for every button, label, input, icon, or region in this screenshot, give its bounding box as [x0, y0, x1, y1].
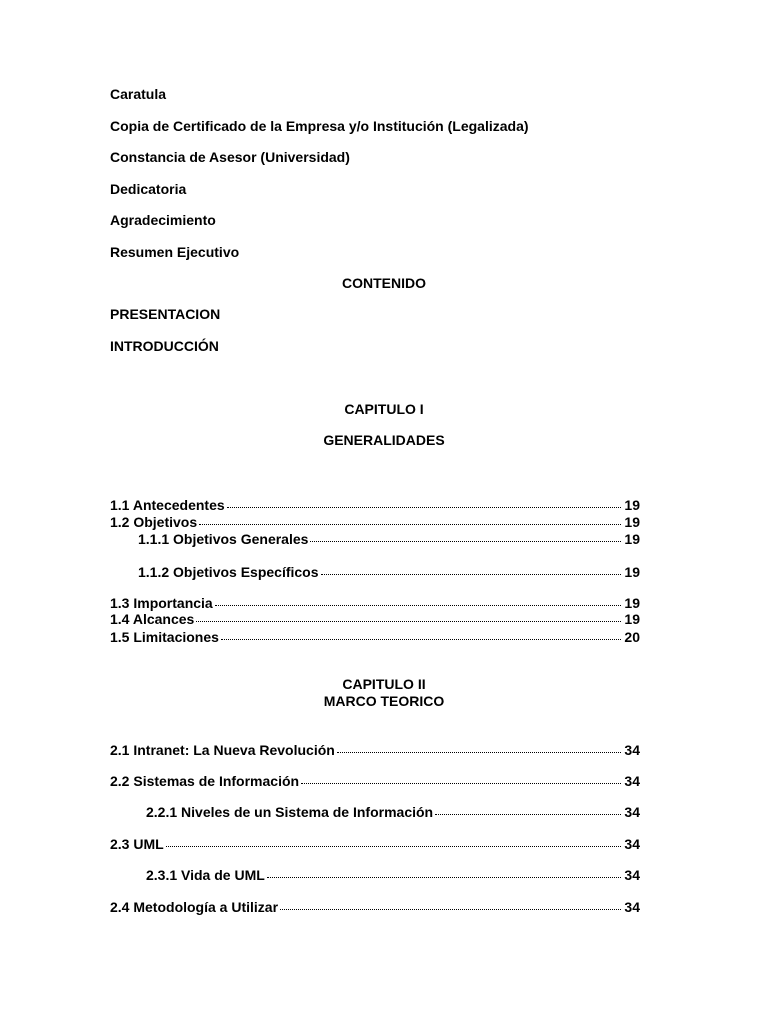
toc-entry-page: 19	[624, 564, 640, 580]
toc-entry-text: 1.5 Limitaciones	[110, 629, 219, 645]
introduccion-heading: INTRODUCCIÓN	[110, 338, 219, 354]
dot-leader	[301, 783, 621, 784]
toc-entry-page: 34	[624, 742, 640, 758]
toc-entry-page: 34	[624, 899, 640, 915]
toc-entry-text: 1.3 Importancia	[110, 595, 213, 611]
dot-leader	[337, 752, 621, 753]
dot-leader	[166, 846, 621, 847]
toc-entry	[138, 564, 640, 580]
toc-entry	[138, 531, 640, 547]
toc-entry-page: 20	[624, 629, 640, 645]
toc-entry	[110, 629, 640, 645]
presentacion-heading: PRESENTACION	[110, 306, 221, 322]
front-matter-certificado: Copia de Certificado de la Empresa y/o Institución (Legalizada)	[110, 118, 529, 134]
dot-leader	[221, 639, 621, 640]
toc-entry	[110, 497, 640, 513]
toc-entry-text: 1.1 Antecedentes	[110, 497, 225, 513]
chapter2-title: MARCO TEORICO	[323, 693, 445, 709]
toc-entry-page: 19	[624, 531, 640, 547]
toc-entry-text: 2.2.1 Niveles de un Sistema de Información	[146, 804, 434, 820]
front-matter-resumen: Resumen Ejecutivo	[110, 244, 240, 260]
chapter1-title: GENERALIDADES	[323, 432, 445, 448]
toc-entry	[146, 867, 640, 883]
dot-leader	[435, 814, 621, 815]
toc-entry-text: 1.1.2 Objetivos Específicos	[138, 564, 319, 580]
dot-leader	[280, 909, 621, 910]
toc-entry-text: 1.2 Objetivos	[110, 514, 198, 530]
toc-entry-page: 34	[624, 804, 640, 820]
toc-entry	[146, 804, 640, 820]
toc-entry-text: 2.3.1 Vida de UML	[146, 867, 265, 883]
toc-entry-page: 19	[624, 611, 640, 627]
front-matter-dedicatoria: Dedicatoria	[110, 181, 187, 197]
toc-entry-text: 1.1.1 Objetivos Generales	[138, 531, 309, 547]
toc-entry	[110, 514, 640, 530]
toc-entry-page: 34	[624, 836, 640, 852]
dot-leader	[196, 621, 621, 622]
toc-entry-page: 34	[624, 773, 640, 789]
dot-leader	[267, 877, 621, 878]
toc-entry-text: 1.4 Alcances	[110, 611, 195, 627]
toc-entry-page: 19	[624, 514, 640, 530]
toc-entry	[110, 899, 640, 915]
dot-leader	[321, 574, 621, 575]
toc-entry-text: 2.4 Metodología a Utilizar	[110, 899, 279, 915]
chapter1-label: CAPITULO I	[344, 401, 424, 417]
contenido-heading: CONTENIDO	[342, 275, 426, 291]
toc-entry	[110, 595, 640, 611]
dot-leader	[227, 507, 621, 508]
toc-entry-text: 2.1 Intranet: La Nueva Revolución	[110, 742, 335, 758]
front-matter-constancia: Constancia de Asesor (Universidad)	[110, 149, 350, 165]
toc-entry	[110, 742, 640, 758]
chapter2-label: CAPITULO II	[342, 676, 426, 692]
toc-entry-text: 2.3 UML	[110, 836, 164, 852]
dot-leader	[215, 605, 621, 606]
front-matter-agradecimiento: Agradecimiento	[110, 212, 216, 228]
toc-entry	[110, 611, 640, 627]
toc-entry	[110, 773, 640, 789]
front-matter-caratula: Caratula	[110, 86, 167, 102]
toc-entry-page: 19	[624, 595, 640, 611]
toc-entry-page: 19	[624, 497, 640, 513]
toc-entry	[110, 836, 640, 852]
dot-leader	[199, 524, 621, 525]
dot-leader	[310, 541, 621, 542]
toc-entry-text: 2.2 Sistemas de Información	[110, 773, 300, 789]
toc-entry-page: 34	[624, 867, 640, 883]
